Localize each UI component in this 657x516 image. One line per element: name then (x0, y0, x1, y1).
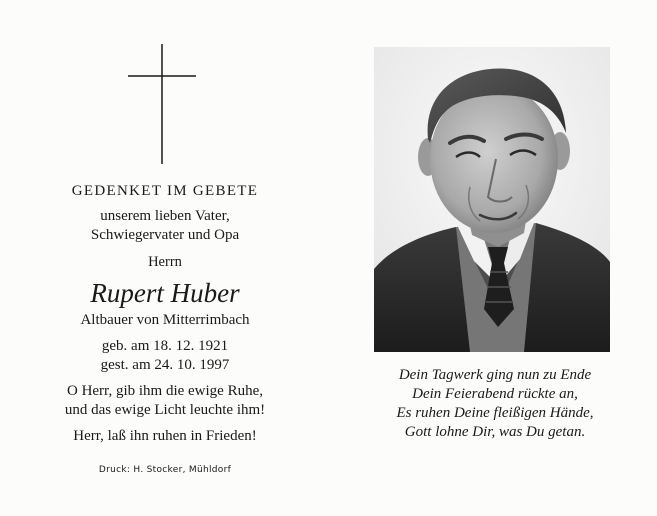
prayer-heading: GEDENKET IM GEBETE (71, 183, 259, 199)
prayer-line: O Herr, gib ihm die ewige Ruhe, (66, 383, 264, 399)
verse-line: Gott lohne Dir, was Du getan. (404, 424, 586, 440)
prayer-line: Herr, laß ihn ruhen in Frieden! (73, 428, 257, 444)
intro-line: Schwiegervater und Opa (90, 227, 240, 243)
portrait-photo (374, 47, 610, 352)
verse-line: Dein Tagwerk ging nun zu Ende (398, 367, 592, 383)
cross-icon (128, 44, 196, 164)
death-date: gest. am 24. 10. 1997 (100, 357, 230, 373)
occupation: Altbauer von Mitterrimbach (80, 312, 250, 328)
verse-line: Es ruhen Deine fleißigen Hände, (396, 405, 594, 421)
intro-line: unserem lieben Vater, (100, 208, 230, 224)
deceased-name: Rupert Huber (90, 278, 240, 308)
honorific: Herrn (148, 254, 182, 270)
printer-credit: Druck: H. Stocker, Mühldorf (98, 465, 232, 475)
verse-line: Dein Feierabend rückte an, (412, 386, 578, 402)
birth-date: geb. am 18. 12. 1921 (101, 338, 229, 354)
prayer-line: und das ewige Licht leuchte ihm! (64, 402, 266, 418)
